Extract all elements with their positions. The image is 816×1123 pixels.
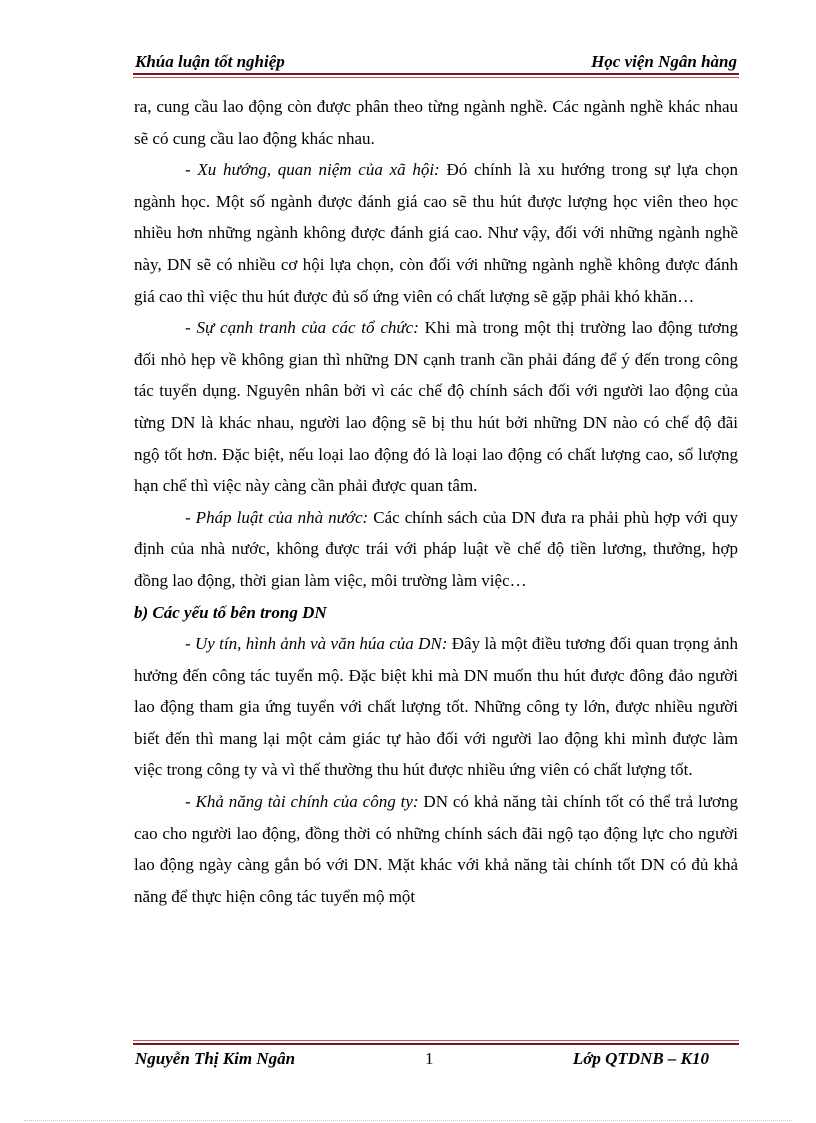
paragraph-6 [134,786,738,912]
paragraph-5 [134,628,738,786]
term-uy-tin: - Uy tín, hình ảnh và văn húa của DN: [185,634,448,654]
term-tai-chinh: - Khả năng tài chính của công ty: [185,792,419,812]
footer-rule-thin [133,1040,739,1041]
header-institution: Học viện Ngân hàng [591,52,737,71]
page-footer [133,1049,739,1073]
page-header [133,50,739,72]
term-xu-huong: - Xu hướng, quan niệm của xã hội: [185,160,440,180]
section-subheading: b) Các yếu tố bên trong DN [134,602,327,622]
paragraph-4 [134,502,738,597]
header-rule [133,73,739,75]
header-rule-thin [133,77,739,78]
paragraph-1: ra, cung cầu lao động còn được phân theo từng ngành nghề. Các ngành nghề khác nhau sẽ có cung cầu lao động khác nhau. [134,97,738,148]
paragraph-4-text: Các chính sách của DN đưa ra phải phù hợp với quy định của nhà nước, không được trái với pháp luật về chế độ tiền lương, thưởng, hợp đồng lao động, thời gian làm việc, môi trường làm việc… [134,507,738,590]
page-edge-divider [24,1120,792,1121]
footer-class: Lớp QTDNB – K10 [572,1049,709,1068]
footer-rule [133,1043,739,1045]
page-body [134,91,738,912]
paragraph-2 [134,154,738,312]
paragraph-3 [134,312,738,502]
page-number: 1 [425,1049,434,1068]
paragraph-2-text: Đó chính là xu hướng trong sự lựa chọn ngành học. Một số ngành được đánh giá cao sẽ thu hút được lượng học viên theo học nhiều hơn những ngành không được đánh giá cao. Như vậy, đối với những ngành nghề này, DN sẽ có nhiều cơ hội lựa chọn, còn đối với những ngành nghề không được đánh giá cao thì việc thu hút được đủ số ứng viên có chất lượng sẽ gặp phải khó khăn… [134,160,738,306]
paragraph-5-text: Đây là một điều tương đối quan trọng ảnh hưởng đến công tác tuyển mộ. Đặc biệt khi mà DN muốn thu hút được đông đảo người lao động tham gia ứng tuyển với chất lượng tốt. Những công ty lớn, được nhiều người biết đến thì mang lại một cảm giác tự hào đối với người lao động khi mình được làm việc trong công ty và vì thế thường thu hút được nhiều ứng viên có chất lượng tốt. [134,634,738,780]
paragraph-3-text: Khi mà trong một thị trường lao động tương đối nhỏ hẹp về không gian thì những DN cạnh tranh cần phải đáng để ý đến trong công tác tuyển dụng. Nguyên nhân bởi vì các chế độ chính sách đối với người lao động của từng DN là khác nhau, người lao động sẽ bị thu hút bởi những DN nào có chế độ đãi ngộ tốt hơn. Đặc biệt, nếu loại lao động đó là loại lao động có chất lượng cao, số lượng hạn chế thì việc này càng cần phải được quan tâm. [134,318,738,496]
term-phap-luat: - Pháp luật của nhà nước: [185,507,369,527]
footer-author: Nguyễn Thị Kim Ngân [135,1049,296,1068]
paragraph-6-text: DN có khả năng tài chính tốt có thể trả lương cao cho người lao động, đồng thời có những chính sách đãi ngộ tạo động lực cho người lao động ngày càng gắn bó với DN. Mặt khác với khả năng tài chính tốt DN có đủ khả năng để thực hiện công tác tuyển mộ một [134,792,738,906]
term-canh-tranh: - Sự cạnh tranh của các tổ chức: [185,318,419,338]
header-thesis-title: Khúa luận tốt nghiệp [135,52,285,71]
